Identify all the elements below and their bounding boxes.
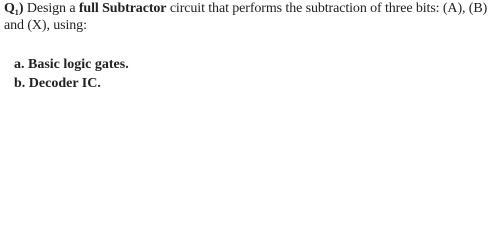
question-number: Q₁)	[4, 1, 24, 16]
question-text	[4, 0, 492, 34]
question-intro: Design a	[26, 1, 76, 16]
option-a	[14, 55, 129, 74]
option-b	[14, 74, 129, 93]
option-b-text: Decoder IC.	[28, 76, 101, 91]
option-b-marker: b.	[14, 76, 26, 91]
options-list	[14, 55, 129, 93]
question-body: circuit that performs the subtraction of three bits: (A), (B) and (X), using:	[4, 1, 488, 33]
question-emphasis: full Subtractor	[78, 1, 167, 16]
option-a-text: Basic logic gates.	[28, 57, 129, 72]
option-a-marker: a.	[14, 57, 25, 72]
